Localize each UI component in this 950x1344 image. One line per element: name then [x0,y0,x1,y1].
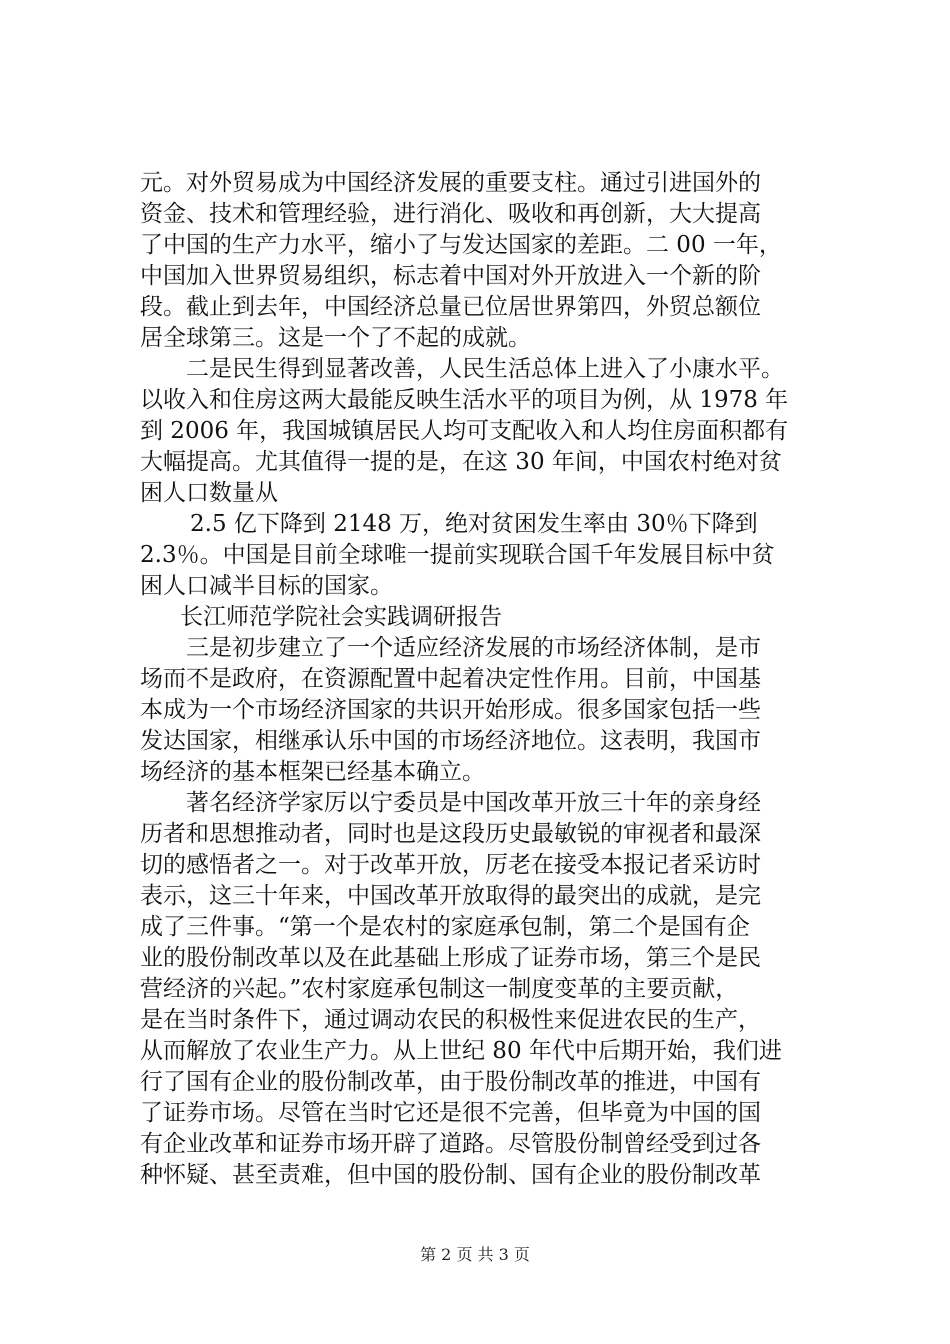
text-line: 到 2006 年，我国城镇居民人均可支配收入和人均住房面积都有 [140,418,789,444]
text-line: 种怀疑、甚至责难，但中国的股份制、国有企业的股份制改革 [140,1162,761,1188]
text-line: 以收入和住房这两大最能反映生活水平的项目为例，从 1978 年 [140,387,789,413]
text-line: 是在当时条件下，通过调动农民的积极性来促进农民的生产， [140,1007,761,1033]
text-line: 困人口数量从 [140,480,278,506]
text-line: 从而解放了农业生产力。从上世纪 80 年代中后期开始，我们进 [140,1038,782,1064]
text-line: 业的股份制改革以及在此基础上形成了证券市场，第三个是民 [140,945,761,971]
text-line: 成了三件事。“第一个是农村的家庭承包制，第二个是国有企 [140,914,750,940]
text-line: 场而不是政府，在资源配置中起着决定性作用。目前，中国基 [140,666,761,692]
paragraph-start: 著名经济学家厉以宁委员是中国改革开放三十年的亲身经 [186,790,761,816]
text-line: 切的感悟者之一。对于改革开放，厉老在接受本报记者采访时 [140,852,761,878]
paragraph-start: 2.5 亿下降到 2148 万，绝对贫困发生率由 30％下降到 [190,511,758,537]
text-line: 营经济的兴起。”农村家庭承包制这一制度变革的主要贡献， [140,976,739,1002]
text-line: 居全球第三。这是一个了不起的成就。 [140,325,531,351]
text-line: 资金、技术和管理经验，进行消化、吸收和再创新，大大提高 [140,201,761,227]
text-line: 中国加入世界贸易组织，标志着中国对外开放进入一个新的阶 [140,263,761,289]
text-line: 元。对外贸易成为中国经济发展的重要支柱。通过引进国外的 [140,170,761,196]
text-line: 困人口减半目标的国家。 [140,573,393,599]
paragraph-start: 二是民生得到显著改善，人民生活总体上进入了小康水平。 [186,356,784,382]
page-number-footer: 第 2 页 共 3 页 [420,1245,530,1264]
text-line: 行了国有企业的股份制改革，由于股份制改革的推进，中国有 [140,1069,761,1095]
text-line: 本成为一个市场经济国家的共识开始形成。很多国家包括一些 [140,697,761,723]
text-line: 有企业改革和证券市场开辟了道路。尽管股份制曾经受到过各 [140,1131,761,1157]
paragraph-start: 三是初步建立了一个适应经济发展的市场经济体制，是市 [186,635,761,661]
text-line: 了证券市场。尽管在当时它还是很不完善，但毕竟为中国的国 [140,1100,761,1126]
text-line: 2.3％。中国是目前全球唯一提前实现联合国千年发展目标中贫 [140,542,775,568]
text-line: 段。截止到去年，中国经济总量已位居世界第四，外贸总额位 [140,294,761,320]
text-line: 场经济的基本框架已经基本确立。 [140,759,485,785]
text-line: 大幅提高。尤其值得一提的是，在这 30 年间，中国农村绝对贫 [140,449,782,475]
report-header-line: 长江师范学院社会实践调研报告 [180,604,502,630]
text-line: 历者和思想推动者，同时也是这段历史最敏锐的审视者和最深 [140,821,761,847]
text-line: 发达国家，相继承认乐中国的市场经济地位。这表明，我国市 [140,728,761,754]
text-line: 表示，这三十年来，中国改革开放取得的最突出的成就，是完 [140,883,761,909]
body-text [140,168,840,1191]
text-line: 了中国的生产力水平，缩小了与发达国家的差距。二 00 一年， [140,232,782,258]
